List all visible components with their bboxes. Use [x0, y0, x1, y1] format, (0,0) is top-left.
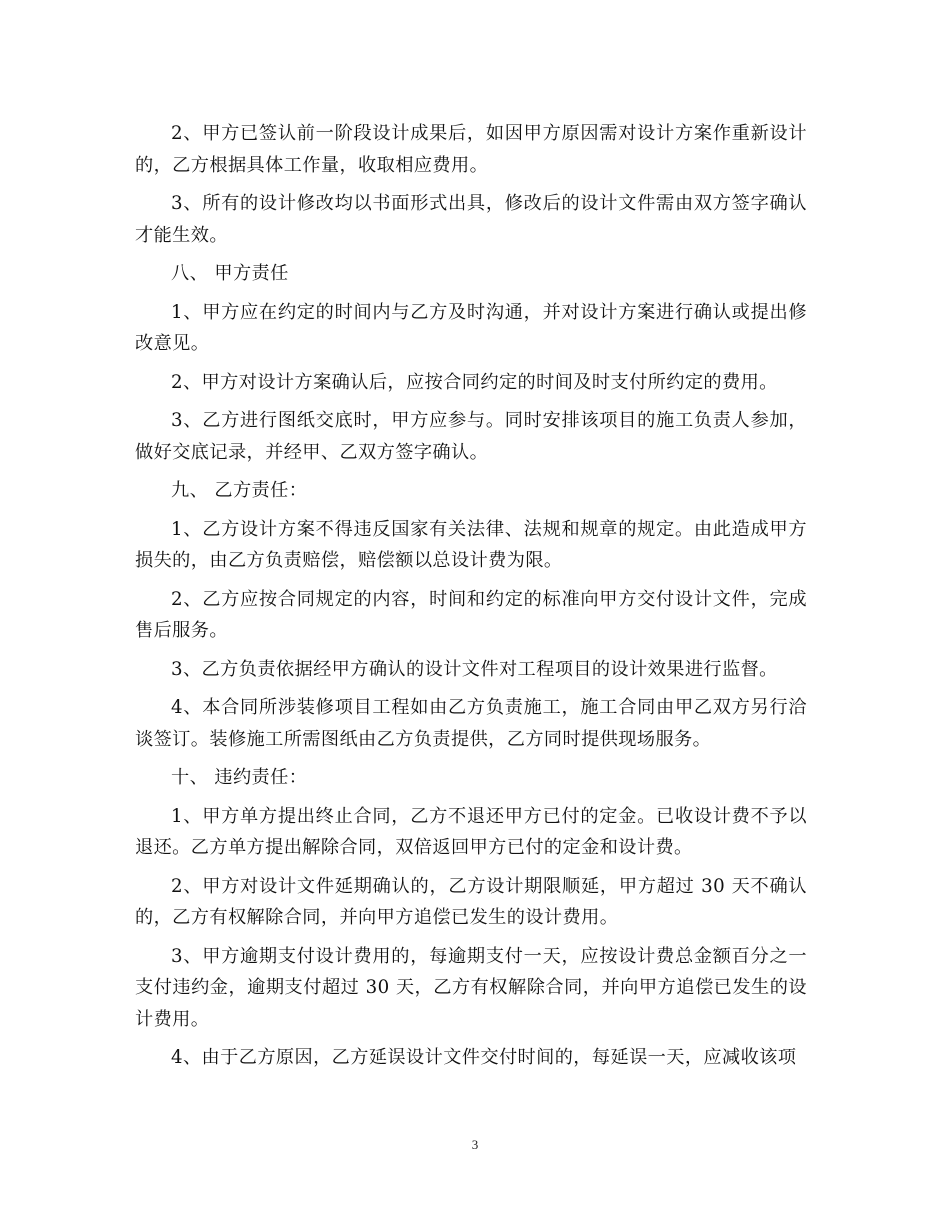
paragraph-legal-compliance: 1、乙方设计方案不得违反国家有关法律、法规和规章的规定。由此造成甲方损失的，由乙方负责赔偿，赔偿额以总设计费为限。	[135, 518, 807, 571]
paragraph-unilateral-termination: 1、甲方单方提出终止合同，乙方不退还甲方已付的定金。已收设计费不予以退还。乙方单方提出解除合同，双倍返回甲方已付的定金和设计费。	[135, 805, 807, 858]
paragraph-construction-contract: 4、本合同所涉装修项目工程如由乙方负责施工，施工合同由甲乙双方另行洽谈签订。装修施工所需图纸由乙方负责提供，乙方同时提供现场服务。	[135, 697, 807, 750]
paragraph-written-modification: 3、所有的设计修改均以书面形式出具，修改后的设计文件需由双方签字确认才能生效。	[135, 193, 807, 246]
section-heading-breach-liability: 十、 违约责任：	[171, 767, 308, 788]
paragraph-party-a-payment: 2、甲方对设计方案确认后，应按合同约定的时间及时支付所约定的费用。	[171, 371, 778, 393]
page-number: 3	[471, 1137, 479, 1152]
section-heading-party-a-responsibility: 八、 甲方责任	[171, 263, 289, 284]
document-body	[135, 118, 807, 1081]
paragraph-design-supervision: 3、乙方负责依据经甲方确认的设计文件对工程项目的设计效果进行监督。	[171, 658, 778, 680]
paragraph-late-payment: 3、甲方逾期支付设计费用的，每逾期支付一天，应按设计费总金额百分之一支付违约金，逾期支付超过 30 天，乙方有权解除合同，并向甲方追偿已发生的设计费用。	[135, 945, 807, 1030]
paragraph-party-a-communication: 1、甲方应在约定的时间内与乙方及时沟通，并对设计方案进行确认或提出修改意见。	[135, 301, 807, 354]
paragraph-delayed-confirmation: 2、甲方对设计文件延期确认的，乙方设计期限顺延，甲方超过 30 天不确认的，乙方有权解除合同，并向甲方追偿已发生的设计费用。	[135, 875, 807, 928]
paragraph-redesign-fee: 2、甲方已签认前一阶段设计成果后，如因甲方原因需对设计方案作重新设计的，乙方根据具体工作量，收取相应费用。	[135, 123, 807, 176]
paragraph-drawing-handover: 3、乙方进行图纸交底时，甲方应参与。同时安排该项目的施工负责人参加，做好交底记录，并经甲、乙双方签字确认。	[135, 410, 807, 463]
paragraph-delivery-delay: 4、由于乙方原因，乙方延误设计文件交付时间的，每延误一天，应减收该项	[171, 1047, 797, 1068]
paragraph-deliver-design-files: 2、乙方应按合同规定的内容，时间和约定的标准向甲方交付设计文件，完成售后服务。	[135, 588, 807, 641]
section-heading-party-b-responsibility: 九、 乙方责任：	[171, 480, 308, 501]
